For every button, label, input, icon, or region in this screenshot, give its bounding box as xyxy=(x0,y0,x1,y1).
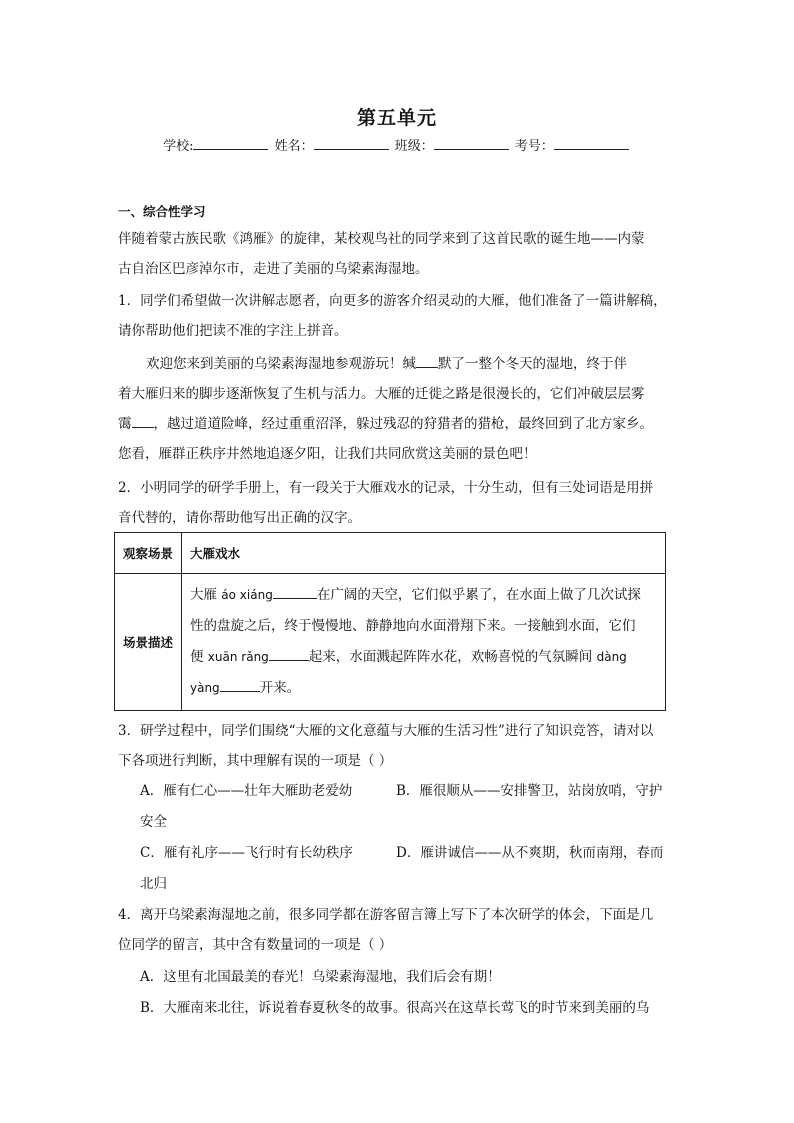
option-a[interactable]: A．雁有仁心——壮年大雁助老爱幼 xyxy=(140,783,353,799)
desc-text: 起来，水面溅起阵阵水花，欢畅喜悦的气氛瞬间 xyxy=(308,649,597,665)
option-b-continued: 安全 xyxy=(140,814,167,830)
pinyin-text: dàng xyxy=(596,650,627,664)
page-title: 第五单元 xyxy=(356,107,437,129)
desc-text: 便 xyxy=(190,649,208,665)
question-3-stem xyxy=(118,716,688,776)
stem-line: 2．小明同学的研学手册上，有一段关于大雁戏水的记录，十分生动，但有三处词语是用拼 xyxy=(118,480,654,496)
stem-line: 1．同学们希望做一次讲解志愿者，向更多的游客介绍灵动的大雁，他们准备了一篇讲解稿， xyxy=(118,293,667,309)
stem-line: 位同学的留言，其中含有数量词的一项是（ ） xyxy=(118,937,393,953)
question-1-passage xyxy=(118,349,688,469)
desc-text: 大雁 xyxy=(190,587,222,603)
intro-paragraph xyxy=(118,224,688,284)
section-heading: 一、综合性学习 xyxy=(118,204,206,219)
question-2-stem xyxy=(118,473,688,533)
table-row xyxy=(115,574,666,711)
class-label: 班级： xyxy=(394,139,434,154)
option-b[interactable]: B．雁很顺从——安排警卫，站岗放哨，守护 xyxy=(396,783,663,799)
passage-line xyxy=(118,349,688,379)
name-blank[interactable] xyxy=(314,137,389,150)
option-d[interactable]: D．雁讲诚信——从不爽期，秋而南翔，春而 xyxy=(396,845,664,861)
stem-line: 3．研学过程中，同学们围绕“大雁的文化意蕴与大雁的生活习性”进行了知识竞答，请对以 xyxy=(118,723,654,739)
stem-line: 下各项进行判断，其中理解有误的一项是（ ） xyxy=(118,753,393,769)
school-label: 学校: xyxy=(163,139,194,154)
class-blank[interactable] xyxy=(434,137,509,150)
option-b[interactable]: B．大雁南来北往，诉说着春夏秋冬的故事。很高兴在这草长莺飞的时节来到美丽的乌 xyxy=(140,1000,650,1016)
student-info-line xyxy=(0,137,794,157)
hanzi-blank-3[interactable] xyxy=(220,677,260,692)
desc-text: 在广阔的天空，它们似乎累了，在水面上做了几次试探 xyxy=(316,587,641,603)
intro-line: 伴随着蒙古族民歌《鸿雁》的旋律，某校观鸟社的同学来到了这首民歌的诞生地——内蒙 xyxy=(118,231,645,247)
description-line xyxy=(190,673,657,704)
passage-text: 欢迎您来到美丽的乌梁素海湿地参观游玩！缄 xyxy=(146,356,416,372)
name-label: 姓名： xyxy=(274,139,314,154)
hanzi-blank-2[interactable] xyxy=(269,646,309,661)
number-blank[interactable] xyxy=(554,137,629,150)
observation-table xyxy=(114,532,666,711)
pinyin-blank-1[interactable] xyxy=(416,353,438,368)
description-line xyxy=(190,642,657,673)
table-header-cell: 场景描述 xyxy=(115,574,182,711)
pinyin-text: yàng xyxy=(190,681,220,695)
stem-line: 音代替的，请你帮助他写出正确的汉字。 xyxy=(118,510,361,526)
passage-line xyxy=(118,409,688,439)
question-4-stem xyxy=(118,900,688,960)
pinyin-blank-2[interactable] xyxy=(132,413,154,428)
passage-text: 默了一整个冬天的湿地，终于伴 xyxy=(438,356,627,372)
scene-value-cell: 大雁戏水 xyxy=(182,533,666,574)
table-row xyxy=(115,533,666,574)
description-line: 性的盘旋之后，终于慢慢地、静静地向水面滑翔下来。一接触到水面，它们 xyxy=(190,618,636,634)
passage-text: 霭 xyxy=(118,416,132,432)
option-d-continued: 北归 xyxy=(140,876,167,892)
stem-line: 请你帮助他们把读不准的字注上拼音。 xyxy=(118,323,348,339)
option-c[interactable]: C．雁有礼序——飞行时有长幼秩序 xyxy=(140,845,353,861)
description-cell xyxy=(182,574,666,711)
school-blank[interactable] xyxy=(193,137,268,150)
stem-line: 4．离开乌梁素海湿地之前，很多同学都在游客留言簿上写下了本次研学的体会，下面是几 xyxy=(118,907,654,923)
intro-line: 古自治区巴彦淖尔市，走进了美丽的乌梁素海湿地。 xyxy=(118,261,429,277)
number-label: 考号： xyxy=(514,139,554,154)
hanzi-blank-1[interactable] xyxy=(273,584,317,599)
pinyin-text: xuān rǎng xyxy=(207,650,269,664)
pinyin-text: áo xiáng xyxy=(221,588,273,602)
passage-text: ，越过道道险峰，经过重重沼泽，躲过残忍的狩猎者的猎枪，最终回到了北方家乡。 xyxy=(153,416,653,432)
passage-line: 您看，雁群正秩序井然地追逐夕阳，让我们共同欣赏这美丽的景色吧！ xyxy=(118,446,537,462)
option-a[interactable]: A．这里有北国最美的春光！乌梁素海湿地，我们后会有期！ xyxy=(140,969,501,985)
passage-line: 着大雁归来的脚步逐渐恢复了生机与活力。大雁的迁徙之路是很漫长的，它们冲破层层雾 xyxy=(118,386,645,402)
question-1-stem xyxy=(118,286,688,346)
description-line xyxy=(190,580,657,611)
table-header-cell: 观察场景 xyxy=(115,533,182,574)
desc-text: 开来。 xyxy=(259,680,301,696)
